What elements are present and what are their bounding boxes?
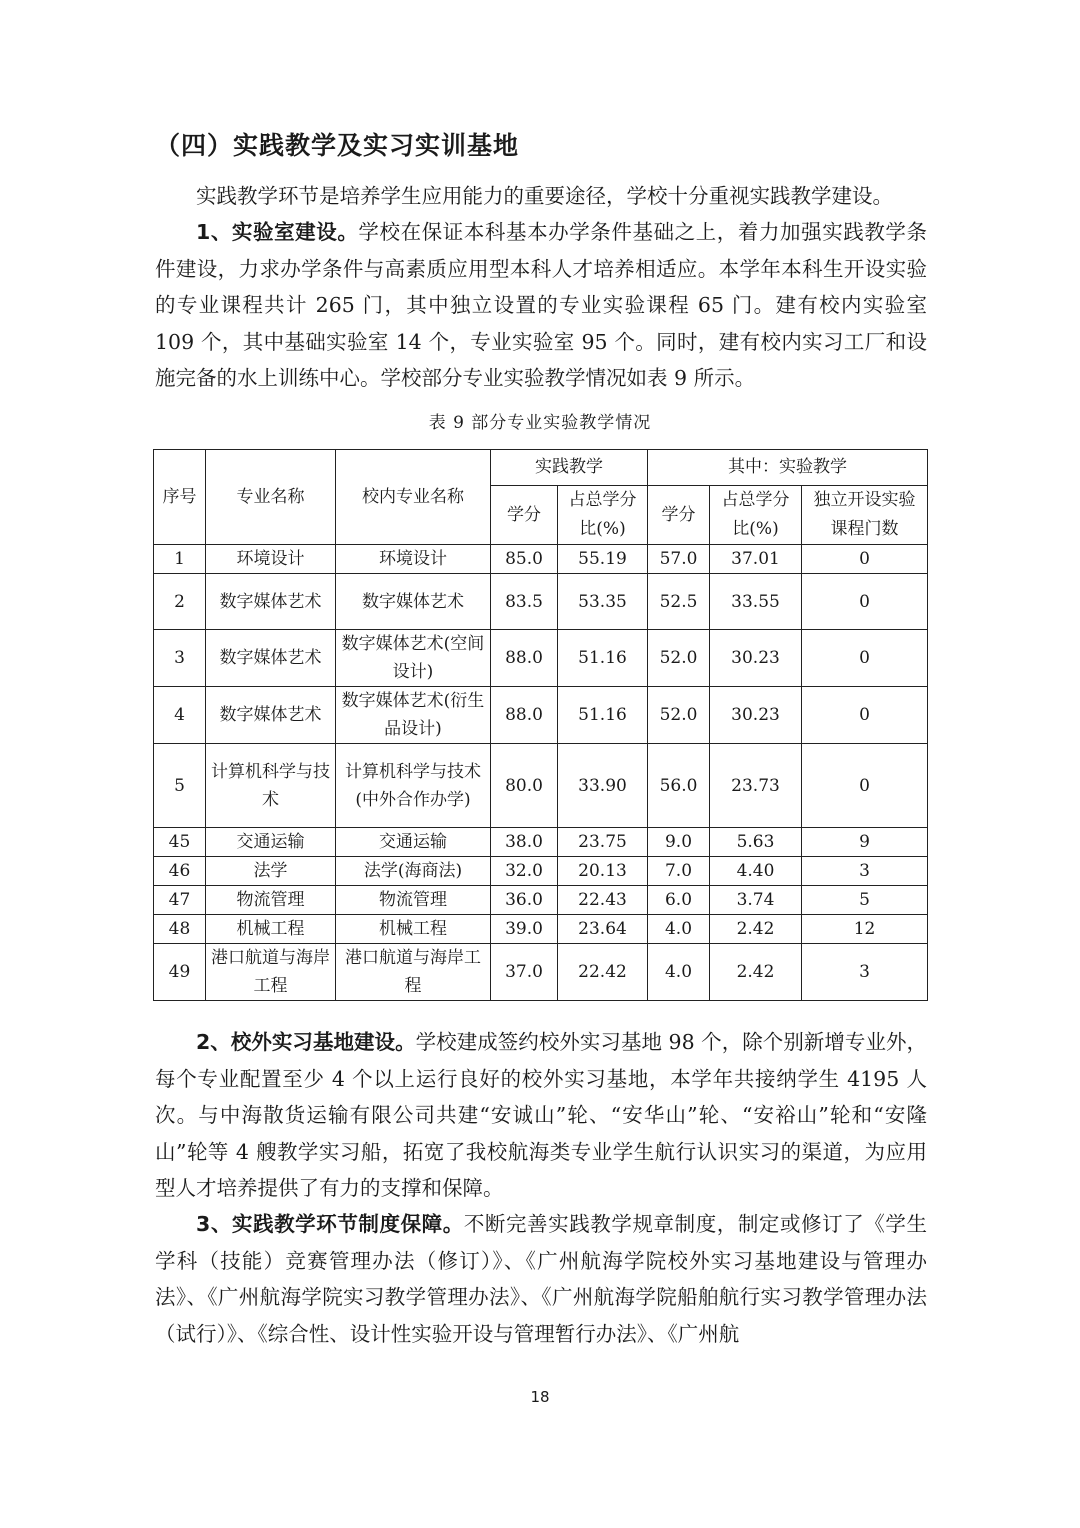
table-row — [154, 857, 928, 886]
internship-base-paragraph — [155, 1024, 927, 1207]
table-row — [154, 630, 928, 687]
cell-credit: 32.0 — [491, 857, 558, 886]
cell-exp-credit: 52.0 — [648, 687, 710, 744]
cell-exp-ratio: 5.63 — [710, 828, 802, 857]
cell-credit: 85.0 — [491, 545, 558, 574]
header-practice: 实践教学 — [491, 450, 648, 486]
lab-paragraph — [155, 214, 927, 397]
cell-exp-credit: 6.0 — [648, 886, 710, 915]
table-row — [154, 886, 928, 915]
cell-ratio: 55.19 — [558, 545, 648, 574]
cell-exp-credit: 4.0 — [648, 915, 710, 944]
cell-seq: 4 — [154, 687, 206, 744]
cell-exp-ratio: 30.23 — [710, 687, 802, 744]
table-row — [154, 574, 928, 630]
intro-paragraph: 实践教学环节是培养学生应用能力的重要途径，学校十分重视实践教学建设。 — [196, 184, 893, 208]
cell-exp-credit: 9.0 — [648, 828, 710, 857]
cell-independent: 5 — [802, 886, 928, 915]
cell-ratio: 53.35 — [558, 574, 648, 630]
cell-exp-credit: 52.0 — [648, 630, 710, 687]
cell-credit: 83.5 — [491, 574, 558, 630]
header-major: 专业名称 — [206, 450, 336, 545]
cell-independent: 0 — [802, 574, 928, 630]
table-caption: 表 9 部分专业实验教学情况 — [428, 413, 652, 433]
cell-school-major: 计算机科学与技术(中外合作办学) — [336, 744, 491, 828]
cell-major: 数字媒体艺术 — [206, 630, 336, 687]
header-seq: 序号 — [154, 450, 206, 545]
cell-exp-ratio: 33.55 — [710, 574, 802, 630]
cell-exp-credit: 4.0 — [648, 944, 710, 1001]
system-lead: 3、实践教学环节制度保障。 — [196, 1212, 464, 1236]
cell-school-major: 法学(海商法) — [336, 857, 491, 886]
section-title: （四）实践教学及实习实训基地 — [155, 131, 520, 160]
table-row — [154, 687, 928, 744]
header-exp-ratio: 占总学分比(%) — [710, 486, 802, 545]
cell-major: 环境设计 — [206, 545, 336, 574]
cell-major: 计算机科学与技术 — [206, 744, 336, 828]
cell-seq: 46 — [154, 857, 206, 886]
cell-independent: 0 — [802, 687, 928, 744]
system-text: 不断完善实践教学规章制度，制定或修订了《学生学科（技能）竞赛管理办法（修订）》、《广州航海学院校外实习基地建设与管理办法》、《广州航海学院实习教学管理办法》、《广州航海学院船舶航行实习教学管理办法（试行）》、《综合性、设计性实验开设与管理暂行办法》、《广州航 — [155, 1212, 928, 1346]
header-ratio: 占总学分比(%) — [558, 486, 648, 545]
cell-exp-credit: 7.0 — [648, 857, 710, 886]
cell-exp-credit: 52.5 — [648, 574, 710, 630]
cell-major: 数字媒体艺术 — [206, 687, 336, 744]
cell-seq: 45 — [154, 828, 206, 857]
cell-independent: 0 — [802, 744, 928, 828]
cell-exp-ratio: 30.23 — [710, 630, 802, 687]
cell-school-major: 数字媒体艺术(空间设计) — [336, 630, 491, 687]
cell-independent: 12 — [802, 915, 928, 944]
cell-ratio: 23.64 — [558, 915, 648, 944]
system-paragraph — [155, 1206, 927, 1352]
cell-ratio: 51.16 — [558, 630, 648, 687]
cell-major: 物流管理 — [206, 886, 336, 915]
header-experiment: 其中：实验教学 — [648, 450, 928, 486]
table-row — [154, 744, 928, 828]
cell-exp-ratio: 23.73 — [710, 744, 802, 828]
table-row — [154, 828, 928, 857]
base-lead: 2、校外实习基地建设。 — [196, 1030, 416, 1054]
cell-seq: 3 — [154, 630, 206, 687]
cell-credit: 37.0 — [491, 944, 558, 1001]
cell-seq: 49 — [154, 944, 206, 1001]
lab-teaching-table — [153, 449, 928, 1001]
header-independent: 独立开设实验课程门数 — [802, 486, 928, 545]
lab-lead: 1、实验室建设。 — [196, 220, 359, 244]
cell-major: 法学 — [206, 857, 336, 886]
cell-ratio: 22.42 — [558, 944, 648, 1001]
cell-independent: 9 — [802, 828, 928, 857]
cell-school-major: 物流管理 — [336, 886, 491, 915]
cell-exp-ratio: 2.42 — [710, 915, 802, 944]
cell-independent: 0 — [802, 630, 928, 687]
cell-independent: 0 — [802, 545, 928, 574]
cell-exp-credit: 56.0 — [648, 744, 710, 828]
cell-school-major: 数字媒体艺术(衍生品设计) — [336, 687, 491, 744]
cell-exp-ratio: 4.40 — [710, 857, 802, 886]
cell-exp-ratio: 37.01 — [710, 545, 802, 574]
cell-major: 数字媒体艺术 — [206, 574, 336, 630]
cell-ratio: 33.90 — [558, 744, 648, 828]
cell-seq: 48 — [154, 915, 206, 944]
cell-independent: 3 — [802, 857, 928, 886]
cell-ratio: 51.16 — [558, 687, 648, 744]
cell-credit: 36.0 — [491, 886, 558, 915]
cell-seq: 2 — [154, 574, 206, 630]
cell-exp-ratio: 3.74 — [710, 886, 802, 915]
cell-credit: 88.0 — [491, 630, 558, 687]
cell-school-major: 机械工程 — [336, 915, 491, 944]
cell-school-major: 港口航道与海岸工程 — [336, 944, 491, 1001]
lab-text: 学校在保证本科基本办学条件基础之上，着力加强实践教学条件建设，力求办学条件与高素质应用型本科人才培养相适应。本学年本科生开设实验的专业课程共计 265 门，其中独立设置的专业实验课程 65 门。建有校内实验室 109 个，其中基础实验室 14 个，专业实验室 95 个。同时，建有校内实习工厂和设施完备的水上训练中心。学校部分专业实验教学情况如表 9 所示。 — [155, 220, 928, 390]
cell-school-major: 数字媒体艺术 — [336, 574, 491, 630]
cell-credit: 88.0 — [491, 687, 558, 744]
cell-exp-credit: 57.0 — [648, 545, 710, 574]
table-header-row — [154, 450, 928, 486]
cell-major: 港口航道与海岸工程 — [206, 944, 336, 1001]
header-exp-credit: 学分 — [648, 486, 710, 545]
cell-ratio: 23.75 — [558, 828, 648, 857]
cell-independent: 3 — [802, 944, 928, 1001]
page-number: 18 — [530, 1388, 550, 1406]
cell-seq: 1 — [154, 545, 206, 574]
cell-major: 机械工程 — [206, 915, 336, 944]
base-text: 学校建成签约校外实习基地 98 个，除个别新增专业外，每个专业配置至少 4 个以上运行良好的校外实习基地，本学年共接纳学生 4195 人次。与中海散货运输有限公司共建“安诚山”轮、“安华山”轮、“安裕山”轮和“安隆山”轮等 4 艘教学实习船，拓宽了我校航海类专业学生航行认识实习的渠道，为应用型人才培养提供了有力的支撑和保障。 — [155, 1030, 928, 1200]
cell-seq: 5 — [154, 744, 206, 828]
cell-major: 交通运输 — [206, 828, 336, 857]
header-school-major: 校内专业名称 — [336, 450, 491, 545]
table-row — [154, 545, 928, 574]
cell-credit: 38.0 — [491, 828, 558, 857]
cell-ratio: 22.43 — [558, 886, 648, 915]
cell-credit: 80.0 — [491, 744, 558, 828]
table-row — [154, 915, 928, 944]
table-row — [154, 944, 928, 1001]
cell-seq: 47 — [154, 886, 206, 915]
header-credit: 学分 — [491, 486, 558, 545]
cell-exp-ratio: 2.42 — [710, 944, 802, 1001]
cell-credit: 39.0 — [491, 915, 558, 944]
cell-school-major: 环境设计 — [336, 545, 491, 574]
cell-ratio: 20.13 — [558, 857, 648, 886]
cell-school-major: 交通运输 — [336, 828, 491, 857]
